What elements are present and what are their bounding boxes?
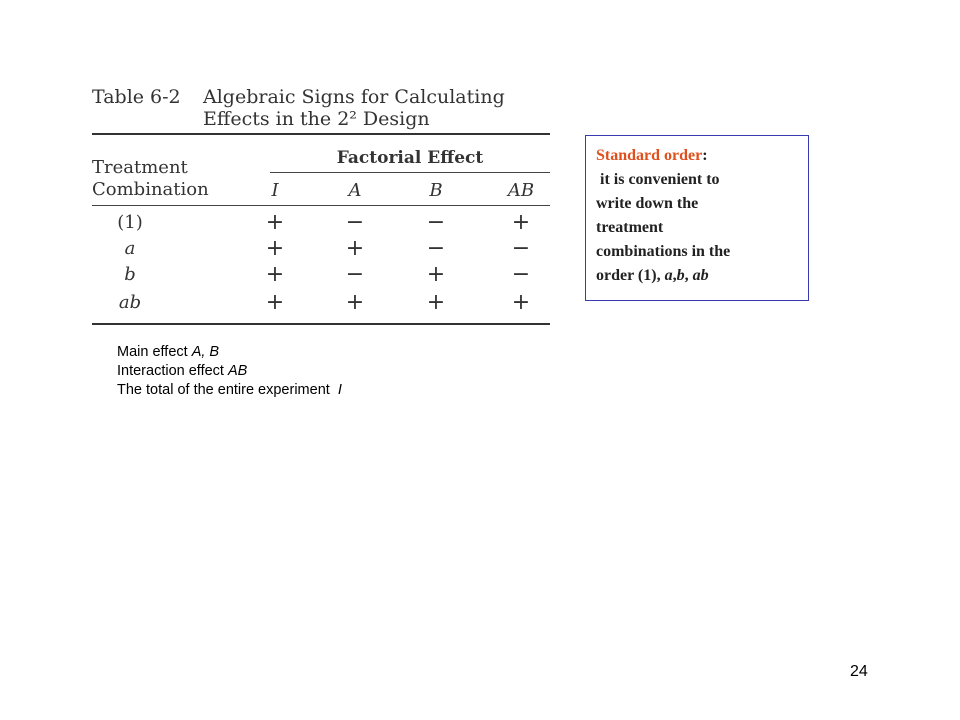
callout-line4: combinations in the bbox=[596, 243, 731, 260]
sign-cell: − bbox=[426, 210, 446, 235]
table-bottom-rule bbox=[92, 323, 550, 325]
table-top-rule bbox=[92, 133, 550, 135]
column-header-AB: AB bbox=[507, 180, 535, 201]
row-label: (1) bbox=[117, 212, 143, 233]
sign-cell: + bbox=[426, 290, 446, 315]
sign-cell: + bbox=[511, 290, 531, 315]
table-header-rule bbox=[92, 205, 550, 206]
callout-line5-comma1: , bbox=[672, 267, 677, 284]
effect-notes bbox=[117, 343, 342, 400]
callout-line5-prefix: order (1), bbox=[596, 267, 665, 284]
callout-body bbox=[596, 168, 808, 288]
sign-cell: + bbox=[511, 210, 531, 235]
treatment-header-line2: Combination bbox=[92, 179, 209, 200]
note-interaction-effect-vars: AB bbox=[227, 363, 248, 379]
callout-title bbox=[596, 144, 808, 168]
sign-cell: + bbox=[345, 236, 365, 261]
sign-cell: − bbox=[426, 236, 446, 261]
note-main-effect-text: Main effect bbox=[117, 344, 192, 360]
row-label: b bbox=[124, 264, 136, 285]
callout-line5-a: a bbox=[664, 267, 673, 284]
callout-line1: it is convenient to bbox=[596, 171, 720, 188]
sign-cell: − bbox=[345, 210, 365, 235]
note-total-effect bbox=[117, 381, 342, 400]
callout-line5 bbox=[596, 267, 709, 284]
callout-line2: write down the bbox=[596, 195, 699, 212]
sign-cell: + bbox=[426, 262, 446, 287]
row-label: ab bbox=[118, 292, 142, 313]
page-number: 24 bbox=[850, 663, 868, 680]
sign-cell: + bbox=[265, 236, 285, 261]
column-header-I: I bbox=[271, 180, 279, 201]
treatment-combination-header bbox=[92, 157, 209, 201]
callout-line5-b: b bbox=[676, 267, 685, 284]
factorial-effect-rule bbox=[270, 172, 550, 173]
table-number: Table 6-2 bbox=[92, 86, 181, 108]
sign-cell: + bbox=[345, 290, 365, 315]
note-main-effect-vars: A, B bbox=[191, 344, 220, 360]
column-header-B: B bbox=[429, 180, 443, 201]
table-caption bbox=[203, 86, 543, 130]
callout-line3: treatment bbox=[596, 219, 664, 236]
sign-cell: + bbox=[265, 290, 285, 315]
sign-cell: − bbox=[345, 262, 365, 287]
column-header-A: A bbox=[348, 180, 362, 201]
factorial-effect-header: Factorial Effect bbox=[336, 148, 484, 168]
treatment-header-line1: Treatment bbox=[92, 157, 188, 178]
table-caption-line2: Effects in the 2² Design bbox=[203, 108, 430, 130]
note-interaction-effect bbox=[117, 362, 342, 381]
callout-line5-ab: ab bbox=[692, 267, 709, 284]
callout-title-text: Standard order bbox=[596, 147, 703, 164]
sign-cell: − bbox=[511, 236, 531, 261]
table-caption-line1: Algebraic Signs for Calculating bbox=[203, 86, 505, 108]
row-label: a bbox=[124, 238, 136, 259]
callout-line5-comma2: , bbox=[684, 267, 693, 284]
callout-title-colon: : bbox=[702, 147, 708, 164]
sign-cell: + bbox=[265, 210, 285, 235]
sign-cell: − bbox=[511, 262, 531, 287]
sign-cell: + bbox=[265, 262, 285, 287]
note-interaction-effect-text: Interaction effect bbox=[117, 363, 228, 379]
note-total-effect-vars: I bbox=[337, 382, 342, 398]
note-main-effect bbox=[117, 343, 342, 362]
note-total-effect-text: The total of the entire experiment bbox=[117, 382, 334, 398]
standard-order-callout bbox=[585, 135, 809, 301]
